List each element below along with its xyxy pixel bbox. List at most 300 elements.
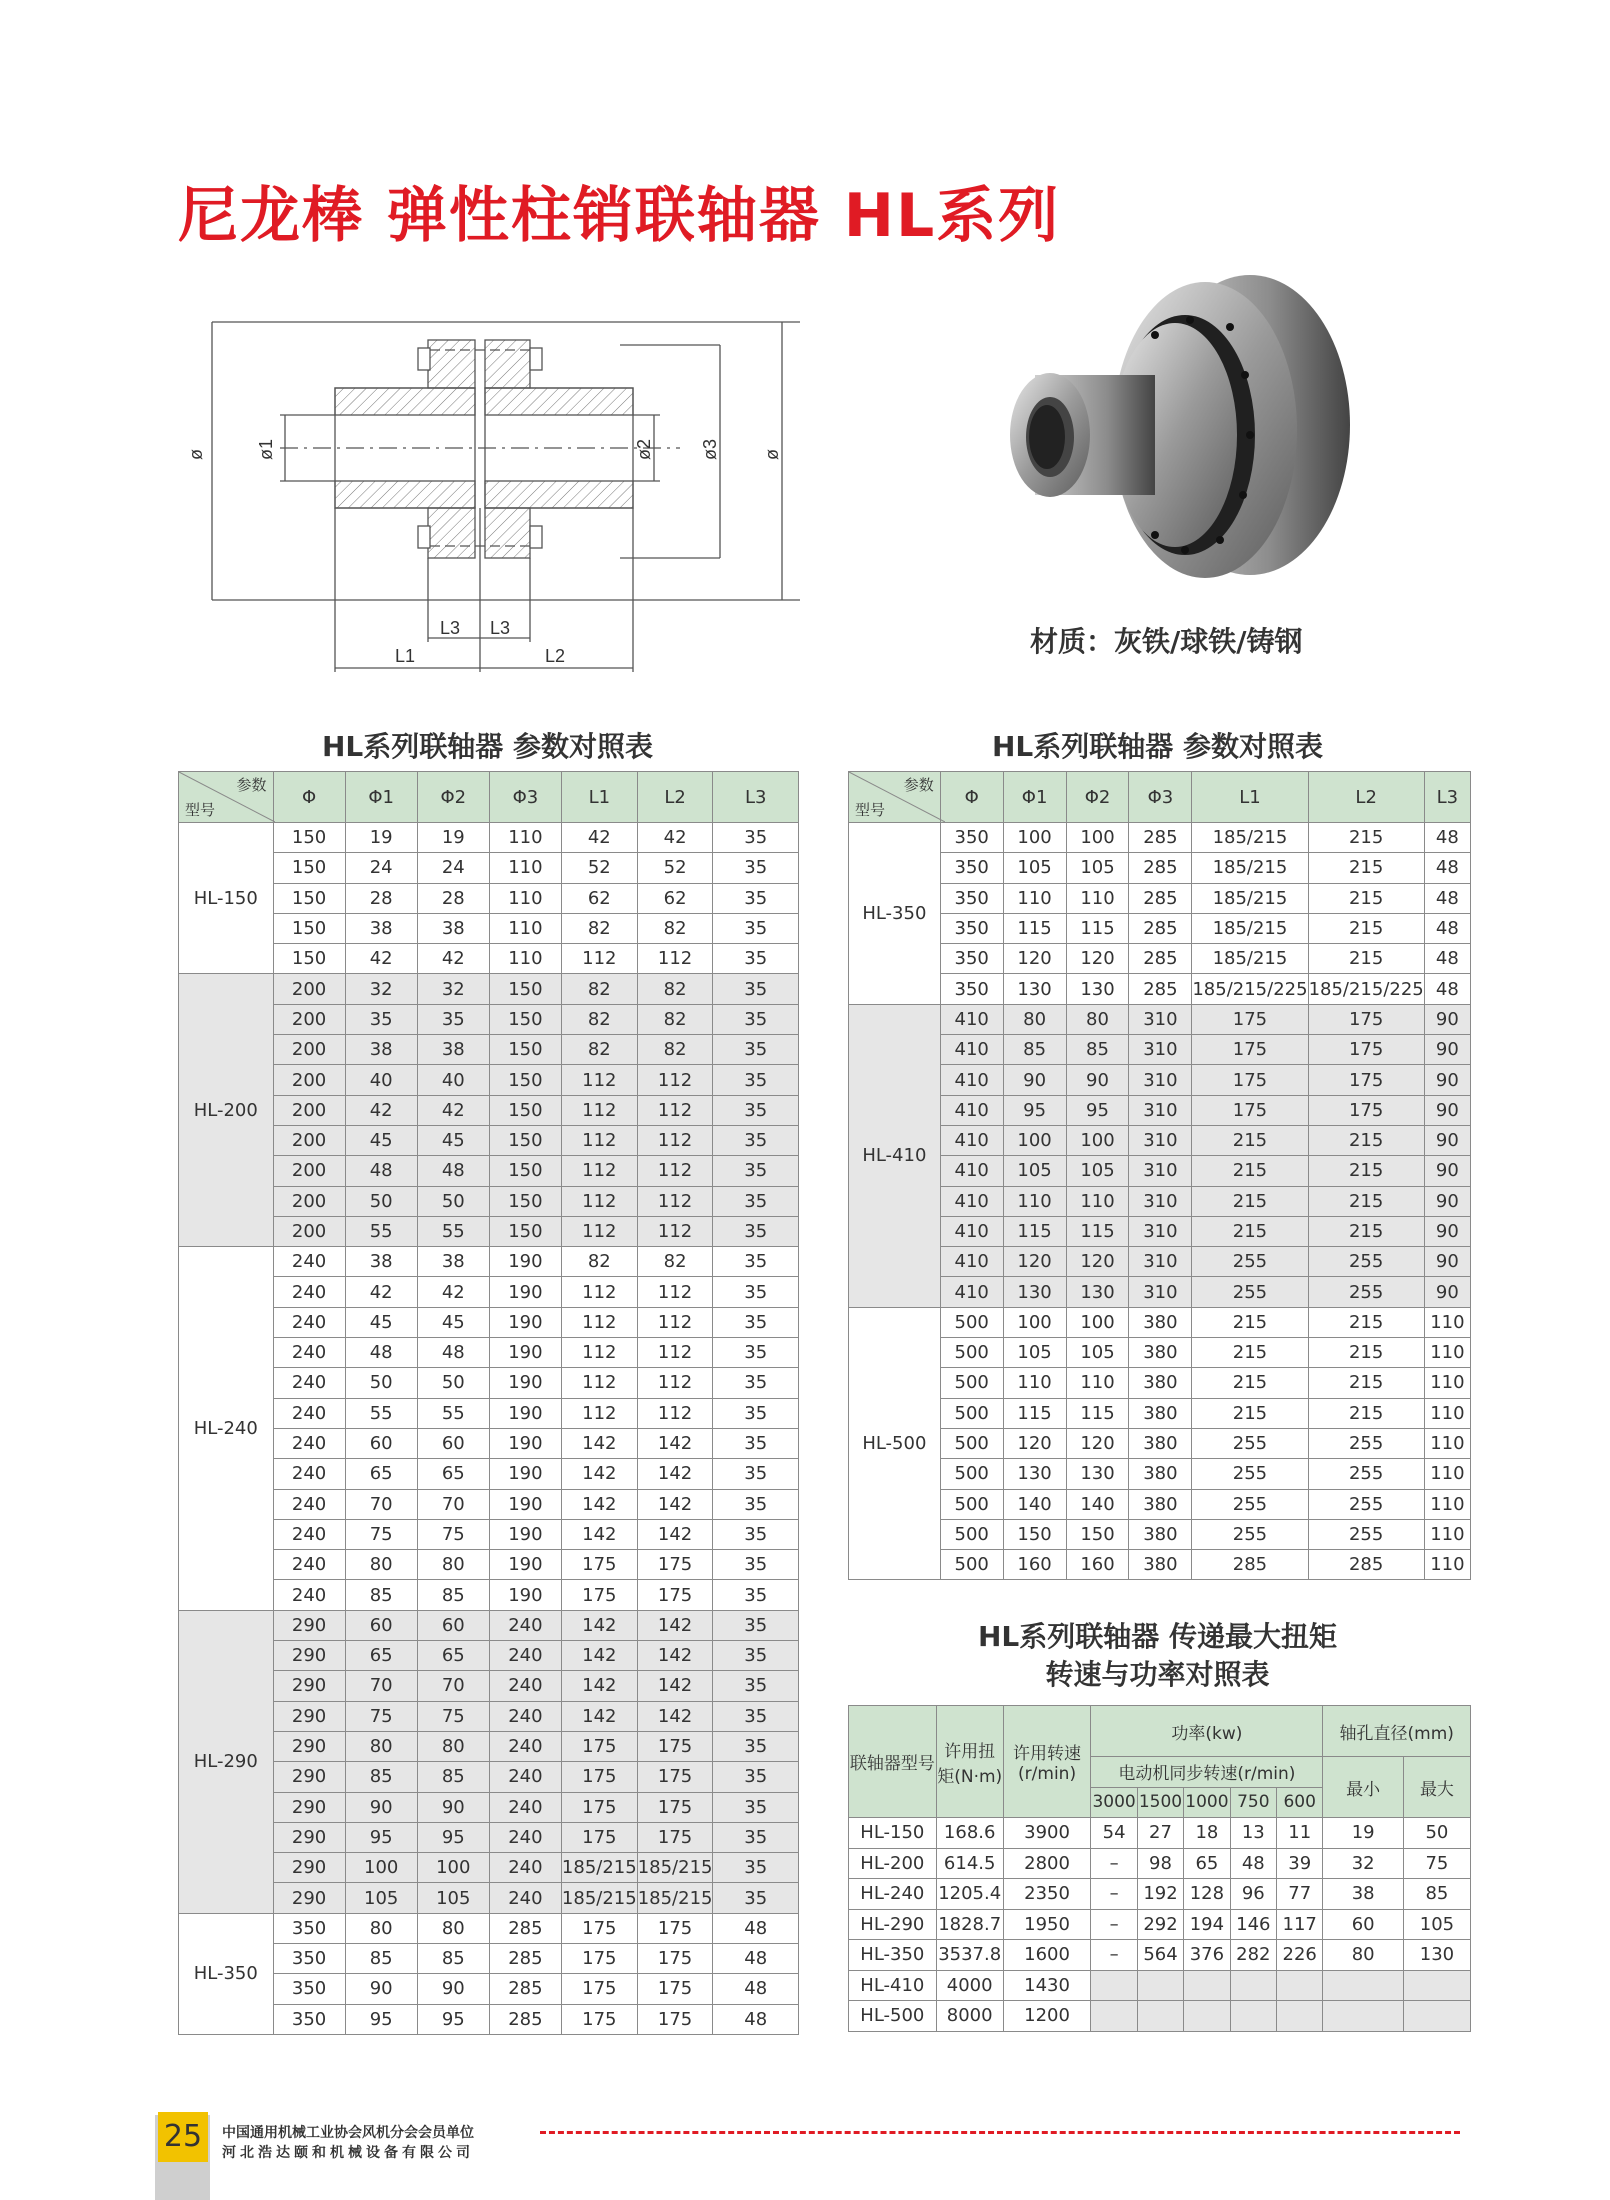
table-cell: 240 bbox=[273, 1519, 345, 1549]
table-cell: 35 bbox=[713, 823, 799, 853]
table-cell: 150 bbox=[489, 1125, 561, 1155]
table-cell: 90 bbox=[417, 1792, 489, 1822]
table-cell: 175 bbox=[1308, 1004, 1424, 1034]
table-cell: 48 bbox=[417, 1338, 489, 1368]
footer-dash-line bbox=[540, 2131, 1460, 2134]
table-cell: 35 bbox=[713, 1489, 799, 1519]
table-cell bbox=[1277, 2001, 1323, 2032]
table-row bbox=[849, 1338, 1471, 1368]
table-cell: 85 bbox=[1403, 1879, 1470, 1910]
table-cell: 282 bbox=[1230, 1940, 1276, 1971]
table-cell: 150 bbox=[489, 1216, 561, 1246]
table-row bbox=[849, 944, 1471, 974]
table-cell: 35 bbox=[417, 1004, 489, 1034]
table-row bbox=[849, 913, 1471, 943]
table-cell: 292 bbox=[1137, 1909, 1183, 1940]
col-header: L1 bbox=[1192, 772, 1308, 823]
table-cell: 215 bbox=[1308, 883, 1424, 913]
table-cell: 185/215 bbox=[637, 1883, 713, 1913]
table-cell: 380 bbox=[1129, 1489, 1192, 1519]
table-row bbox=[849, 1459, 1471, 1489]
table-cell: 255 bbox=[1308, 1519, 1424, 1549]
table-cell: 410 bbox=[940, 1156, 1003, 1186]
table-cell: 112 bbox=[637, 1307, 713, 1337]
table-cell: 200 bbox=[273, 974, 345, 1004]
table-cell: 82 bbox=[637, 974, 713, 1004]
table-cell: 500 bbox=[940, 1459, 1003, 1489]
table-cell: 85 bbox=[1003, 1035, 1066, 1065]
table-cell: 70 bbox=[417, 1489, 489, 1519]
table-cell: 175 bbox=[561, 1550, 637, 1580]
table-cell: 35 bbox=[713, 1641, 799, 1671]
header-corner bbox=[849, 772, 941, 823]
table-cell: 90 bbox=[345, 1974, 417, 2004]
table-cell: 240 bbox=[489, 1792, 561, 1822]
table-cell: 117 bbox=[1277, 1909, 1323, 1940]
table-cell: 35 bbox=[713, 1368, 799, 1398]
col-header: Φ bbox=[273, 772, 345, 823]
power-table-title bbox=[845, 1618, 1470, 1694]
table-cell: 240 bbox=[273, 1368, 345, 1398]
table-cell: 100 bbox=[1003, 1307, 1066, 1337]
table-cell: 110 bbox=[1424, 1550, 1470, 1580]
table-cell: 112 bbox=[561, 1156, 637, 1186]
table-cell: 285 bbox=[1308, 1550, 1424, 1580]
table-cell: 290 bbox=[273, 1701, 345, 1731]
table-cell: 112 bbox=[561, 1368, 637, 1398]
table-cell: 32 bbox=[417, 974, 489, 1004]
table-cell: 85 bbox=[417, 1580, 489, 1610]
table-cell: 130 bbox=[1066, 1277, 1129, 1307]
table-cell: 85 bbox=[417, 1762, 489, 1792]
table-cell: 140 bbox=[1066, 1489, 1129, 1519]
col-header: L1 bbox=[561, 772, 637, 823]
table-cell: 100 bbox=[1066, 823, 1129, 853]
table-cell: 146 bbox=[1230, 1909, 1276, 1940]
table-cell: 290 bbox=[273, 1610, 345, 1640]
table-cell: – bbox=[1091, 1940, 1137, 1971]
table-cell: 110 bbox=[1424, 1519, 1470, 1549]
table-cell: 110 bbox=[1066, 883, 1129, 913]
table-cell: 112 bbox=[637, 1125, 713, 1155]
power-header-power: 功率(kw) bbox=[1091, 1706, 1323, 1757]
table-cell: 215 bbox=[1308, 1156, 1424, 1186]
table-cell: 240 bbox=[273, 1398, 345, 1428]
table-row bbox=[849, 1125, 1471, 1155]
table-cell: 120 bbox=[1066, 944, 1129, 974]
table-cell: HL-290 bbox=[849, 1909, 937, 1940]
table-cell: 130 bbox=[1003, 1459, 1066, 1489]
table-cell: 82 bbox=[561, 1004, 637, 1034]
table-cell: 142 bbox=[561, 1428, 637, 1458]
table-cell: 215 bbox=[1192, 1338, 1308, 1368]
table-cell: 240 bbox=[273, 1580, 345, 1610]
table-cell: 255 bbox=[1192, 1428, 1308, 1458]
col-header: Φ bbox=[940, 772, 1003, 823]
table-cell: 82 bbox=[637, 1247, 713, 1277]
table-cell: 310 bbox=[1129, 1095, 1192, 1125]
table-cell: 90 bbox=[417, 1974, 489, 2004]
table-cell: 190 bbox=[489, 1307, 561, 1337]
table-cell: 112 bbox=[561, 1095, 637, 1125]
table-row bbox=[179, 1913, 799, 1943]
table-cell: 190 bbox=[489, 1428, 561, 1458]
power-header-model: 联轴器型号 bbox=[849, 1706, 937, 1818]
table-cell: 60 bbox=[345, 1428, 417, 1458]
table-cell: 24 bbox=[345, 853, 417, 883]
table-cell: 85 bbox=[345, 1943, 417, 1973]
table-cell: 255 bbox=[1308, 1247, 1424, 1277]
table-cell: 185/215 bbox=[637, 1853, 713, 1883]
table-row bbox=[849, 1065, 1471, 1095]
table-cell: 290 bbox=[273, 1671, 345, 1701]
table-cell: 19 bbox=[1323, 1818, 1403, 1849]
table-cell: 410 bbox=[940, 1277, 1003, 1307]
table-cell: 35 bbox=[713, 1156, 799, 1186]
table-cell: 75 bbox=[345, 1519, 417, 1549]
table-cell: 18 bbox=[1184, 1818, 1230, 1849]
table-cell: 215 bbox=[1308, 1186, 1424, 1216]
table-cell: 112 bbox=[561, 1216, 637, 1246]
table-cell: 500 bbox=[940, 1428, 1003, 1458]
coupling-drawing bbox=[160, 300, 800, 680]
page-title: 尼龙棒 弹性柱销联轴器 HL系列 bbox=[178, 181, 1061, 251]
footer-company: 河北浩达颐和机械设备有限公司 bbox=[222, 2145, 474, 2161]
table-cell: 110 bbox=[1066, 1368, 1129, 1398]
table-cell: 185/215 bbox=[561, 1883, 637, 1913]
table-cell: 35 bbox=[713, 1731, 799, 1761]
table-cell: 175 bbox=[637, 2004, 713, 2034]
model-cell: HL-410 bbox=[849, 1004, 941, 1307]
table-cell: 175 bbox=[637, 1731, 713, 1761]
table-cell: 110 bbox=[1424, 1398, 1470, 1428]
table-cell: 190 bbox=[489, 1247, 561, 1277]
table-cell: 310 bbox=[1129, 1004, 1192, 1034]
dim-label: L2 bbox=[545, 646, 566, 666]
table-row bbox=[179, 974, 799, 1004]
table-cell bbox=[1323, 2001, 1403, 2032]
table-cell: 380 bbox=[1129, 1550, 1192, 1580]
table-cell: 175 bbox=[1192, 1004, 1308, 1034]
power-title-line1: HL系列联轴器 传递最大扭矩 bbox=[977, 1620, 1338, 1653]
table-cell: 35 bbox=[713, 1338, 799, 1368]
table-cell: 150 bbox=[489, 1156, 561, 1186]
table-cell: 310 bbox=[1129, 1186, 1192, 1216]
table-cell: 48 bbox=[713, 1974, 799, 2004]
spec-table-left bbox=[178, 771, 799, 2035]
table-row bbox=[849, 823, 1471, 853]
table-cell: 105 bbox=[1066, 1338, 1129, 1368]
table-cell: 105 bbox=[1003, 1338, 1066, 1368]
table-cell: 42 bbox=[345, 944, 417, 974]
table-cell: 2350 bbox=[1003, 1879, 1091, 1910]
table-cell: 410 bbox=[940, 1065, 1003, 1095]
table-cell: 95 bbox=[417, 1822, 489, 1852]
table-cell: 410 bbox=[940, 1216, 1003, 1246]
table-cell: 112 bbox=[561, 1186, 637, 1216]
col-header: Φ2 bbox=[1066, 772, 1129, 823]
table-cell: 75 bbox=[345, 1701, 417, 1731]
table-cell: 175 bbox=[1192, 1095, 1308, 1125]
table-cell: 48 bbox=[1230, 1848, 1276, 1879]
table-cell: 110 bbox=[1424, 1307, 1470, 1337]
table-cell: 255 bbox=[1192, 1489, 1308, 1519]
table-cell: 65 bbox=[1184, 1848, 1230, 1879]
table-cell bbox=[1403, 2001, 1470, 2032]
table-cell: 1950 bbox=[1003, 1909, 1091, 1940]
table-row bbox=[849, 1277, 1471, 1307]
col-header: L3 bbox=[713, 772, 799, 823]
table-cell: 82 bbox=[637, 1035, 713, 1065]
table-cell: 142 bbox=[561, 1701, 637, 1731]
table-cell bbox=[1137, 1970, 1183, 2001]
table-cell: 13 bbox=[1230, 1818, 1276, 1849]
table-cell: 112 bbox=[561, 1338, 637, 1368]
table-cell: 1600 bbox=[1003, 1940, 1091, 1971]
table-cell: 380 bbox=[1129, 1519, 1192, 1549]
table-cell: 255 bbox=[1192, 1277, 1308, 1307]
table-cell: 48 bbox=[713, 2004, 799, 2034]
table-cell: 48 bbox=[1424, 853, 1470, 883]
table-cell: 110 bbox=[1424, 1368, 1470, 1398]
table-cell: 80 bbox=[345, 1913, 417, 1943]
table-cell: 240 bbox=[273, 1338, 345, 1368]
table-cell: 82 bbox=[561, 1247, 637, 1277]
table-cell: 190 bbox=[489, 1459, 561, 1489]
table-cell: 150 bbox=[273, 944, 345, 974]
table-cell: 35 bbox=[713, 1701, 799, 1731]
table-cell: 35 bbox=[713, 1762, 799, 1792]
table-cell: 190 bbox=[489, 1580, 561, 1610]
table-cell: 185/215 bbox=[1192, 853, 1308, 883]
table-cell: 105 bbox=[417, 1883, 489, 1913]
model-cell: HL-290 bbox=[179, 1610, 274, 1913]
table-cell: 128 bbox=[1184, 1879, 1230, 1910]
col-header: Φ1 bbox=[345, 772, 417, 823]
table-cell: 175 bbox=[1308, 1035, 1424, 1065]
table-cell: 168.6 bbox=[936, 1818, 1003, 1849]
spec-table-title: HL系列联轴器 参数对照表 bbox=[321, 730, 654, 763]
table-cell: 150 bbox=[489, 1004, 561, 1034]
table-cell: 215 bbox=[1308, 944, 1424, 974]
table-cell: 35 bbox=[713, 1883, 799, 1913]
table-cell: 60 bbox=[345, 1610, 417, 1640]
table-cell: 142 bbox=[561, 1671, 637, 1701]
table-cell: 62 bbox=[561, 883, 637, 913]
table-cell: 500 bbox=[940, 1398, 1003, 1428]
table-cell: 24 bbox=[417, 853, 489, 883]
table-cell: 350 bbox=[940, 883, 1003, 913]
spec-table-title-right: HL系列联轴器 参数对照表 bbox=[991, 730, 1324, 763]
table-cell: 200 bbox=[273, 1095, 345, 1125]
table-cell: 200 bbox=[273, 1035, 345, 1065]
param-label: 参数 bbox=[903, 776, 934, 794]
table-cell bbox=[1230, 1970, 1276, 2001]
table-cell: 380 bbox=[1129, 1398, 1192, 1428]
table-cell: 215 bbox=[1308, 1307, 1424, 1337]
table-cell: 240 bbox=[273, 1428, 345, 1458]
table-cell: 35 bbox=[713, 1580, 799, 1610]
table-cell: 285 bbox=[489, 1974, 561, 2004]
table-cell: 50 bbox=[417, 1368, 489, 1398]
table-cell: 255 bbox=[1308, 1459, 1424, 1489]
table-cell: 19 bbox=[345, 823, 417, 853]
table-cell: 112 bbox=[637, 1095, 713, 1125]
table-cell: 215 bbox=[1192, 1186, 1308, 1216]
table-cell: 142 bbox=[637, 1701, 713, 1731]
model-cell: HL-150 bbox=[179, 823, 274, 974]
table-cell: 142 bbox=[561, 1610, 637, 1640]
table-cell: 185/215 bbox=[1192, 944, 1308, 974]
table-cell: 160 bbox=[1066, 1550, 1129, 1580]
table-cell: 240 bbox=[273, 1489, 345, 1519]
table-cell: 112 bbox=[637, 1186, 713, 1216]
dim-label: ø3 bbox=[700, 438, 720, 460]
table-cell: 500 bbox=[940, 1307, 1003, 1337]
header-corner bbox=[179, 772, 274, 823]
table-cell: 142 bbox=[637, 1519, 713, 1549]
table-cell: 290 bbox=[273, 1822, 345, 1852]
table-cell: 285 bbox=[1129, 883, 1192, 913]
table-cell: 255 bbox=[1308, 1489, 1424, 1519]
table-cell: 175 bbox=[637, 1822, 713, 1852]
table-cell: 38 bbox=[417, 1247, 489, 1277]
table-cell: 240 bbox=[273, 1459, 345, 1489]
table-cell: 1205.4 bbox=[936, 1879, 1003, 1910]
table-cell: 175 bbox=[1308, 1095, 1424, 1125]
table-cell: 130 bbox=[1066, 974, 1129, 1004]
table-row bbox=[849, 974, 1471, 1004]
col-header: L2 bbox=[637, 772, 713, 823]
table-cell: 120 bbox=[1003, 1428, 1066, 1458]
table-row bbox=[849, 883, 1471, 913]
table-cell: 255 bbox=[1192, 1247, 1308, 1277]
table-cell: 110 bbox=[489, 913, 561, 943]
table-cell: 95 bbox=[1066, 1095, 1129, 1125]
table-cell: 110 bbox=[489, 853, 561, 883]
table-cell: 410 bbox=[940, 1186, 1003, 1216]
table-row bbox=[179, 1247, 799, 1277]
table-cell: 200 bbox=[273, 1004, 345, 1034]
table-cell: – bbox=[1091, 1909, 1137, 1940]
table-cell: 110 bbox=[1003, 1186, 1066, 1216]
table-cell: 215 bbox=[1192, 1125, 1308, 1155]
table-cell bbox=[1323, 1970, 1403, 2001]
table-cell: 48 bbox=[1424, 883, 1470, 913]
table-cell: 614.5 bbox=[936, 1848, 1003, 1879]
table-cell: 38 bbox=[345, 1247, 417, 1277]
table-cell: 175 bbox=[637, 1913, 713, 1943]
col-header: Φ3 bbox=[1129, 772, 1192, 823]
table-cell: 77 bbox=[1277, 1879, 1323, 1910]
table-cell: 215 bbox=[1192, 1307, 1308, 1337]
table-cell: 290 bbox=[273, 1853, 345, 1883]
table-cell: 130 bbox=[1003, 1277, 1066, 1307]
table-row bbox=[849, 1186, 1471, 1216]
table-cell: 500 bbox=[940, 1550, 1003, 1580]
table-cell: 200 bbox=[273, 1065, 345, 1095]
table-cell: 215 bbox=[1308, 1398, 1424, 1428]
table-cell: 215 bbox=[1192, 1398, 1308, 1428]
table-cell: 215 bbox=[1192, 1368, 1308, 1398]
table-cell: 150 bbox=[1066, 1519, 1129, 1549]
table-cell: 55 bbox=[417, 1398, 489, 1428]
col-header: Φ2 bbox=[417, 772, 489, 823]
table-cell: 185/215 bbox=[1192, 913, 1308, 943]
table-cell: 190 bbox=[489, 1519, 561, 1549]
table-cell: 175 bbox=[1308, 1065, 1424, 1095]
speed-header: 750 bbox=[1230, 1787, 1276, 1818]
power-header-min: 最小 bbox=[1323, 1757, 1403, 1818]
table-cell: 45 bbox=[345, 1125, 417, 1155]
table-row bbox=[849, 1398, 1471, 1428]
table-cell: 310 bbox=[1129, 1156, 1192, 1186]
table-cell: 90 bbox=[1424, 1125, 1470, 1155]
table-cell: 50 bbox=[345, 1186, 417, 1216]
table-cell: HL-240 bbox=[849, 1879, 937, 1910]
table-cell: 175 bbox=[637, 1943, 713, 1973]
table-cell: 310 bbox=[1129, 1125, 1192, 1155]
table-cell: 35 bbox=[713, 1247, 799, 1277]
table-cell: 38 bbox=[345, 1035, 417, 1065]
table-cell: 110 bbox=[489, 944, 561, 974]
table-cell: 150 bbox=[273, 913, 345, 943]
table-cell bbox=[1184, 1970, 1230, 2001]
table-cell: 48 bbox=[345, 1338, 417, 1368]
table-cell: 35 bbox=[713, 1398, 799, 1428]
speed-header: 600 bbox=[1277, 1787, 1323, 1818]
table-cell: 150 bbox=[1003, 1519, 1066, 1549]
table-row bbox=[849, 1156, 1471, 1186]
table-cell: 42 bbox=[417, 1095, 489, 1125]
table-cell: 285 bbox=[1129, 944, 1192, 974]
table-cell: 110 bbox=[1424, 1338, 1470, 1368]
table-cell: HL-350 bbox=[849, 1940, 937, 1971]
table-cell: 240 bbox=[489, 1731, 561, 1761]
table-cell: 120 bbox=[1003, 1247, 1066, 1277]
table-cell: 240 bbox=[489, 1671, 561, 1701]
table-cell: 82 bbox=[561, 974, 637, 1004]
table-row bbox=[849, 1307, 1471, 1337]
table-cell: 35 bbox=[713, 1610, 799, 1640]
model-label: 型号 bbox=[855, 801, 886, 819]
table-cell: 35 bbox=[713, 1519, 799, 1549]
table-cell: 2800 bbox=[1003, 1848, 1091, 1879]
table-cell: 150 bbox=[489, 1035, 561, 1065]
table-row bbox=[849, 1550, 1471, 1580]
table-cell: 175 bbox=[561, 1913, 637, 1943]
table-row bbox=[179, 823, 799, 853]
table-cell: 35 bbox=[713, 1004, 799, 1034]
table-cell bbox=[1091, 2001, 1137, 2032]
table-cell: 48 bbox=[417, 1156, 489, 1186]
table-cell: 192 bbox=[1137, 1879, 1183, 1910]
table-cell: 185/215 bbox=[561, 1853, 637, 1883]
table-cell: 45 bbox=[417, 1125, 489, 1155]
table-cell: 380 bbox=[1129, 1338, 1192, 1368]
table-cell: 115 bbox=[1003, 1216, 1066, 1246]
table-cell: 185/215/225 bbox=[1192, 974, 1308, 1004]
table-cell: 350 bbox=[273, 1913, 345, 1943]
table-cell: 50 bbox=[345, 1368, 417, 1398]
table-cell: 80 bbox=[345, 1731, 417, 1761]
table-cell: 285 bbox=[1129, 853, 1192, 883]
table-cell: 112 bbox=[561, 944, 637, 974]
table-cell: 290 bbox=[273, 1731, 345, 1761]
table-cell: 255 bbox=[1192, 1459, 1308, 1489]
table-cell: 105 bbox=[1003, 853, 1066, 883]
table-cell: 255 bbox=[1192, 1519, 1308, 1549]
